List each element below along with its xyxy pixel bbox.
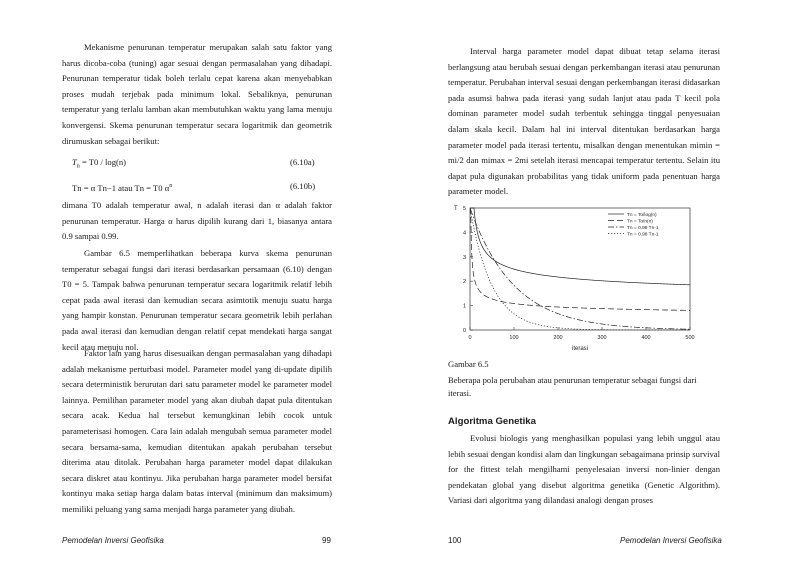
right-paragraph-1: Interval harga parameter model dapat dibuat tetap selama iterasi berlangsung atau berubah sesuai dengan perkembangan iterasi atau penurunan temperatur. Perubahan interval sesuai dengan perkembangan iterasi didasarkan pada asumsi bahwa pada iterasi yang sudah lanjut atau pada T kecil pola dominan parameter model sudah terbentuk sehingga tinggal penyesuaian dalam skala kecil. Dalam hal ini interval ditentukan berdasarkan harga parameter model pada iterasi tertentu, misalkan dengan menentukan mimin = mi/2 dan mimax = 2mi setelah iterasi mencapai temperatur tertentu. Selain itu dapat pula digunakan probabilitas yang tidak uniform pada penentuan harga parameter model. bbox=[448, 46, 720, 197]
left-paragraph-4: Faktor lain yang harus disesuaikan dengan permasalahan yang dihadapi adalah mekanisme perturbasi model. Parameter model yang di-update dipilih secara deterministik berurutan dari satu parameter model ke parameter model lainnya. Pemilihan parameter model yang akan diubah dapat pula ditentukan secara acak. Kedua hal tersebut kemungkinan lebih cocok untuk parameterisasi homogen. Cara lain adalah mengubah semua parameter model secara bersama-sama, kemudian ditentukan apakah perubahan tersebut diterima atau ditolak. Perubahan harga parameter model dapat dilakukan secara diskret atau kontinyu. Jika perubahan harga parameter model bersifat kontinyu maka setiap harga dalam batas interval (minimum dan maksimum) memiliki peluang yang sama menjadi harga parameter yang diubah. bbox=[62, 348, 332, 514]
left-paragraph-1: Mekanisme penurunan temperatur merupakan salah satu faktor yang harus dicoba-coba (tuning) agar sesuai dengan permasalahan yang dihadapi. Penurunan temperatur tidak boleh terlalu cepat karena akan menyebabkan proses mudah terjebak pada minimum lokal. Sebaliknya, penurunan temperatur yang terlalu lamban akan membutuhkan waktu yang lama menuju konvergensi. Skema penurunan temperatur secara logaritmik dan geometrik dirumuskan sebagai berikut: bbox=[62, 42, 332, 146]
y-axis-label: T bbox=[454, 206, 458, 212]
y-tick-label: 1 bbox=[462, 303, 466, 310]
x-tick-label: 0 bbox=[468, 335, 472, 341]
equation-6-10a-number: (6.10a) bbox=[290, 157, 315, 167]
figure-caption-text: Beberapa pola perubahan atau penurunan temperatur sebagai fungsi dari iterasi. bbox=[448, 375, 697, 398]
x-axis-label: iterasi bbox=[571, 346, 589, 352]
equation-6-10b-sup: n bbox=[169, 183, 173, 189]
legend-label-1: Tn = To/log(n) bbox=[627, 212, 657, 218]
x-tick-label: 400 bbox=[641, 335, 651, 341]
left-page-number: 99 bbox=[322, 536, 331, 545]
equation-6-10a-rhs: = T0 / log(n) bbox=[81, 157, 127, 167]
left-footer-title: Pemodelan Inversi Geofisika bbox=[62, 536, 164, 545]
equation-6-10b-number: (6.10b) bbox=[290, 181, 316, 191]
left-paragraph-2: dimana T0 adalah temperatur awal, n adalah iterasi dan α adalah faktor penurunan temperatur. Harga α harus dipilih kurang dari 1, biasanya antara 0.9 sampai 0.99. bbox=[62, 200, 332, 242]
temperature-chart bbox=[452, 198, 712, 358]
y-tick-label: 2 bbox=[462, 279, 466, 286]
y-tick-label: 5 bbox=[462, 206, 466, 212]
x-tick-label: 200 bbox=[553, 335, 563, 341]
right-page bbox=[400, 0, 800, 565]
equation-6-10b bbox=[72, 180, 172, 194]
right-page-number: 100 bbox=[448, 536, 462, 545]
section-heading: Algoritma Genetika bbox=[448, 416, 536, 427]
right-footer-title: Pemodelan Inversi Geofisika bbox=[620, 536, 722, 545]
x-tick-label: 100 bbox=[509, 335, 519, 341]
legend-label-2: Tn = To/n(n) bbox=[627, 219, 653, 225]
legend-label-3: Tn = 0.99 Tn-1 bbox=[627, 225, 659, 231]
series-line-2 bbox=[470, 208, 690, 310]
legend-label-4: Tn = 0.98 Tn-1 bbox=[627, 232, 659, 238]
y-tick-label: 0 bbox=[462, 328, 466, 334]
y-tick-label: 3 bbox=[462, 254, 466, 261]
equation-6-10b-text: Tn = α Tn−1 atau Tn = T0 α bbox=[72, 182, 170, 193]
equation-6-10a: $T_n = T0 / \log(n)$ bbox=[72, 157, 127, 170]
left-paragraph-3: Gambar 6.5 memperlihatkan beberapa kurva skema penurunan temperatur sebagai fungsi dari iterasi berdasarkan persamaan (6.10) dengan T0 = 5. Tampak bahwa penurunan temperatur secara logaritmik relatif lebih cepat pada awal iterasi dan kemudian secara asimtotik menuju suatu harga yang hampir konstan. Penurunan temperatur secara geometrik lebih perlahan pada awal iterasi dan kemudian dengan relatif cepat mendekati harga sangat kecil atau menuju nol. bbox=[62, 248, 332, 352]
y-tick-label: 4 bbox=[462, 230, 466, 237]
figure-caption-label: Gambar 6.5 bbox=[448, 359, 489, 369]
x-tick-label: 300 bbox=[597, 335, 607, 341]
x-tick-label: 500 bbox=[685, 335, 695, 341]
right-paragraph-2: Evolusi biologis yang menghasilkan populasi yang lebih unggul atau lebih sesuai dengan kondisi alam dan lingkungan sebagaimana prinsip survival for the fittest telah mengilhami penyelesaian inversi non-linier dengan pendekatan global yang disebut algoritma genetika (Genetic Algorithm). Variasi dari algoritma yang dilandasi analogi dengan proses bbox=[448, 433, 720, 506]
